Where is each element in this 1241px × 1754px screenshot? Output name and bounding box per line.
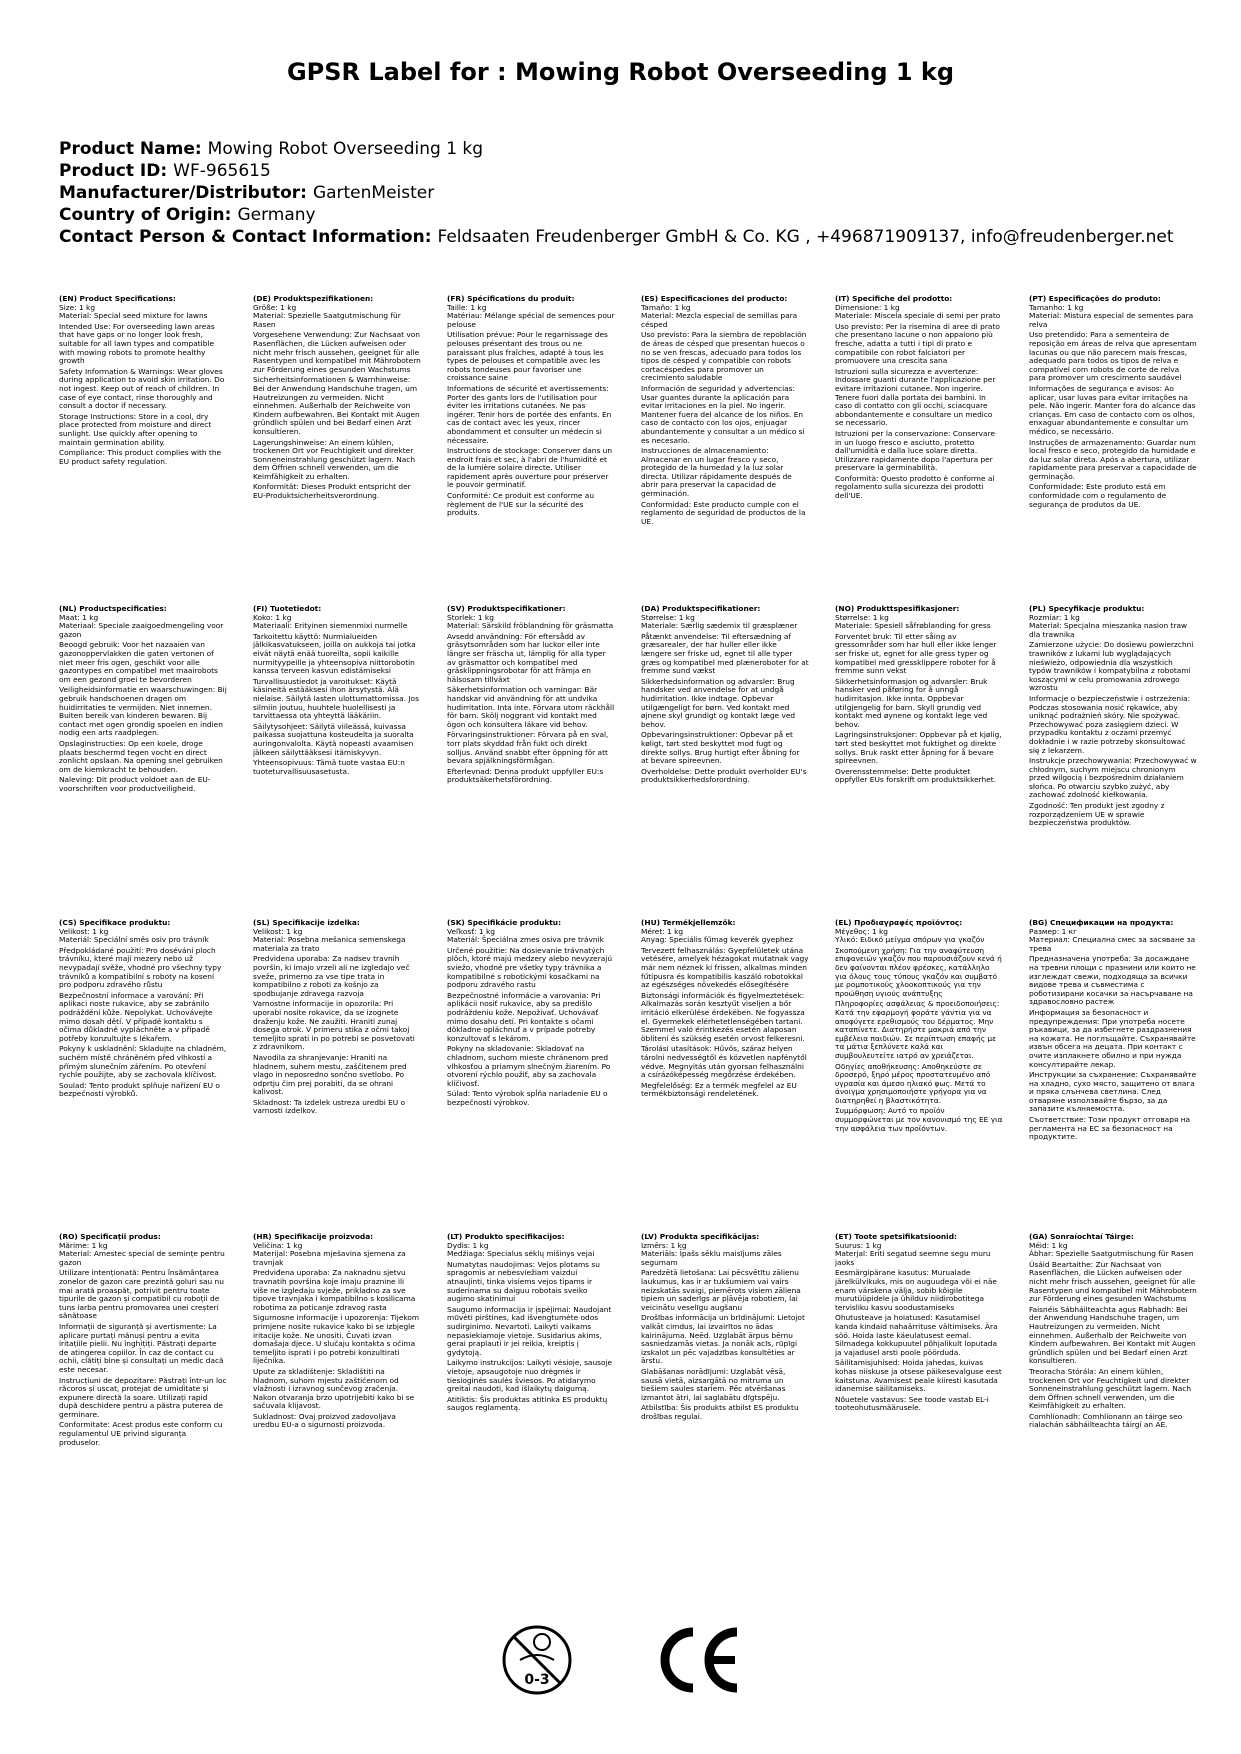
spec-heading: (EN) Product Specifications: <box>59 295 176 303</box>
spec-line: Informations de sécurité et avertissements: Porter des gants lors de l'utilisation pour éviter les irritations cutanées. Ne pas ingérer. Tenir hors de portée des enfants. En cas de contact avec les yeux, rincer abondamment et consulter un médecin si nécessaire. <box>447 383 612 445</box>
spec-line: Tárolási utasítások: Hűvös, száraz helyen tárolni nedvességtől és közvetlen napfénytől védve. Megnyitás után gyorsan felhasználni a csírázóképesség megőrzése érdekében. <box>641 1044 807 1080</box>
spec-line: Bezpečnostní informace a varování: Při aplikaci noste rukavice, aby se zabránilo podráždění kůže. Nepolykat. Uchovávejte mimo dosah dětí. V případě kontaktu s očima důkladně vypláchněte a v případě potřeby konzultujte s lékařem. <box>59 990 213 1043</box>
spec-line: Anyag: Speciális fűmag keverék gyephez <box>641 935 794 945</box>
spec-line: Material: Särskild fröblandning för gräsmatta <box>447 621 614 631</box>
spec-line: Velikost: 1 kg <box>253 926 303 936</box>
spec-line: Taille: 1 kg <box>447 302 487 312</box>
spec-block <box>835 919 1003 1233</box>
spec-grid <box>59 295 1199 1543</box>
spec-line: Μέγεθος: 1 kg <box>835 926 888 936</box>
spec-block <box>59 919 227 1233</box>
spec-block <box>641 1233 809 1543</box>
spec-heading: (NO) Produkttspesifikasjoner: <box>835 605 960 613</box>
spec-line: Mărime: 1 kg <box>59 1240 108 1250</box>
spec-line: Uso previsto: Para la siembra de repoblación de áreas de césped que presentan huecos o no se ven frescas, adecuado para todos los tipos de césped y compatible con robots cortacéspedes para promover un crecimiento saludable <box>641 330 807 383</box>
spec-line: Saugumo informacija ir įspėjimai: Naudojant mūvėti pirštines, kad išvengtumėte odos sudirginimo. Nevartoti. Laikyti vaikams nepasiekiamoje vietoje. Susidarius akims, gerai praplauti ir jei reikia, kreiptis į gydytoją. <box>447 1304 612 1357</box>
spec-block <box>59 295 227 605</box>
spec-line: Overensstemmelse: Dette produktet oppfyller EUs forskrift om produktsikkerhet. <box>835 766 997 785</box>
spec-block <box>835 295 1003 605</box>
spec-line: Istruzioni per la conservazione: Conservare in un luogo fresco e asciutto, protetto dall'umidità e dalla luce solare diretta. Utilizzare rapidamente dopo l'apertura per preservare la germinabilità. <box>835 428 996 473</box>
spec-line: Υλικό: Ειδικό μείγμα σπόρων για γκαζόν <box>835 935 985 945</box>
spec-line: Rozmiar: 1 kg <box>1029 612 1080 622</box>
age-warning-text: 0-3 <box>524 1672 550 1688</box>
spec-heading: (PT) Especificações do produto: <box>1029 295 1161 303</box>
spec-line: Opslaginstructies: Op een koele, droge plaats beschermd tegen vocht en direct zonlicht opslaan. Na opening snel gebruiken om de kiemkracht te behouden. <box>59 738 223 774</box>
contact-value: Feldsaaten Freudenberger GmbH & Co. KG , +496871909137, info@freudenberger.net <box>437 227 1174 247</box>
spec-line: Instrucțiuni de depozitare: Păstrați într-un loc răcoros și uscat, protejat de umiditate și expunere directă la soare. Utilizați rapid după deschidere pentru a păstra puterea de germinare. <box>59 1375 227 1419</box>
spec-line: Съответствие: Този продукт отговаря на регламента на ЕС за безопасност на продуктите. <box>1029 1115 1191 1142</box>
spec-line: Paredzētā lietošana: Lai pēcsvētītu zālienu laukumus, kas ir ar tukšumiem vai vairs neizskatās svaigi, piemērots visiem zāliena tipiem un saderīgs ar pļāvēja robotiem, lai veicinātu veselīgu augšanu <box>641 1268 801 1312</box>
spec-line: Drošības informācija un brīdinājumi: Lietojot valkāt cimdus, lai izvairītos no ādas kairinājuma. Neēd. Uzglabāt ārpus bērnu sasniedzamās vietas. Ja nonāk acīs, rūpīgi izskalot un pēc vajadzības konsultēties ar ārstu. <box>641 1313 805 1366</box>
spec-line: Safety Information & Warnings: Wear gloves during application to avoid skin irritation. Do not ingest. Keep out of reach of children. In case of eye contact, rinse thoroughly and consult a doctor if necessary. <box>59 366 225 411</box>
spec-line: Οδηγίες αποθήκευσης: Αποθηκεύστε σε δροσερό, ξηρό μέρος προστατευμένο από υγρασία και άμεσο ηλιακό φως. Μετά το άνοιγμα χρησιμοποιήστε γρήγορα για να διατηρηθεί η βλαστικότητα. <box>835 1061 991 1105</box>
spec-heading: (EL) Προδιαγραφές προϊόντος: <box>835 919 963 927</box>
spec-line: Material: Mezcla especial de semillas para césped <box>641 311 798 329</box>
spec-heading: (HU) Termékjellemzők: <box>641 919 736 927</box>
spec-line: Maat: 1 kg <box>59 612 99 622</box>
spec-heading: (FI) Tuotetiedot: <box>253 605 322 613</box>
contact-label: Contact Person & Contact Information: <box>59 227 432 247</box>
spec-heading: (HR) Specifikacije proizvoda: <box>253 1233 374 1241</box>
spec-line: Størrelse: 1 kg <box>835 612 889 622</box>
spec-line: Säilitamisjuhised: Hoida jahedas, kuivas kohas niiskuse ja otsese päikesevalguse eest kaitstuna. Avamisest peale kiiresti kasutada idanemise säilitamiseks. <box>835 1358 1002 1394</box>
spec-block <box>447 605 615 919</box>
spec-line: Säkerhetsinformation och varningar: Bär handskar vid användning för att undvika hudirritation. Inta inte. Förvara utom räckhåll för barn. Skölj noggrant vid kontakt med ögon och konsultera läkare vid behov. <box>447 685 615 729</box>
spec-line: Materiale: Spesiell såfrøblanding for gress <box>835 621 991 631</box>
spec-line: Pokyny na skladovanie: Skladovať na chladnom, suchom mieste chránenom pred vlhkosťou a priamym slnečným žiarením. Po otvorení rýchlo použiť, aby sa zachovala klíčivosť. <box>447 1044 611 1088</box>
spec-line: Méid: 1 kg <box>1029 1240 1068 1250</box>
spec-line: Συμμόρφωση: Αυτό το προϊόν συμμορφώνεται με τον κανονισμό της ΕΕ για την ασφάλεια των προϊόντων. <box>835 1106 1003 1133</box>
spec-heading: (BG) Спецификации на продукта: <box>1029 919 1174 927</box>
spec-block <box>641 295 809 605</box>
spec-line: Tarkoitettu käyttö: Nurmialueiden jälkikasvatukseen, joilla on aukkoja tai jotka eivät näytä enää tuoreilta, sopii kaikille nurmityypeille ja yhteensopiva niittorobotin kanssa terveen kasvun edistämiseksi <box>253 631 416 676</box>
spec-line: Glabāšanas norādījumi: Uzglabāt vēsā, sausā vietā, aizsargātā no mitruma un tiešiem saules stariem. Pēc atvēršanas izmantot ātri, lai saglabātu dīgtspēju. <box>641 1366 786 1402</box>
spec-line: Størrelse: 1 kg <box>641 612 695 622</box>
country-row <box>59 204 1199 226</box>
spec-line: Material: Special seed mixture for lawns <box>59 311 208 321</box>
product-id-value: WF-965615 <box>173 161 271 181</box>
spec-line: Sikkerhedsinformation og advarsler: Brug handsker ved anvendelse for at undgå hudirritation. Ikke indtage. Opbevar utilgængeligt for børn. Ved kontakt med øjnene skyl grundigt og kontakt læge ved behov. <box>641 676 796 729</box>
spec-line: Vorgesehene Verwendung: Zur Nachsaat von Rasenflächen, die Lücken aufweisen oder nicht mehr frisch aussehen, geeignet für alle Rasentypen und kompatibel mit Mährobotern zur Förderung eines gesunden Wachstums <box>253 330 421 374</box>
spec-block <box>59 1233 227 1543</box>
spec-block <box>835 1233 1003 1543</box>
spec-line: Πληροφορίες ασφάλειας & προειδοποιήσεις: Κατά την εφαρμογή φοράτε γάντια για να αποφύγετε ερεθισμούς του δέρματος. Μην καταπίνετε. Διατηρήστε μακριά από την εμβέλεια παιδιών. Σε περίπτωση επαφής με τα μάτια ξεπλύνετε καλά και συμβουλευτείτε ιατρό αν χρειάζεται. <box>835 999 1000 1060</box>
manufacturer-label: Manufacturer/Distributor: <box>59 183 307 203</box>
ce-mark-icon <box>655 1620 745 1700</box>
spec-line: Uso previsto: Per la risemina di aree di prato che presentano lacune o non appaiono più fresche, adatta a tutti i tipi di prato e compatibile con robot falciatori per promuovere una crescita sana <box>835 321 1000 366</box>
spec-heading: (DE) Produktspezifikationen: <box>253 295 374 303</box>
spec-line: Materiaal: Speciale zaaigoedmengeling voor gazon <box>59 621 224 639</box>
spec-line: Suurus: 1 kg <box>835 1240 882 1250</box>
spec-line: Predvidena uporaba: Za nadsev travnih površin, ki imajo vrzeli ali ne izgledajo več sveže, primerno za vse tipe trata in kompatibilno z roboti za košnjo za spodbujanje zdravega razvoja <box>253 954 410 998</box>
spec-line: Conformidade: Este produto está em conformidade com o regulamento de segurança de produtos da UE. <box>1029 482 1167 509</box>
spec-line: Izmērs: 1 kg <box>641 1240 687 1250</box>
spec-line: Sikkerhetsinformasjon og advarsler: Bruk hansker ved påføring for å unngå hudirritasjon. Ikke innta. Oppbevar utilgjengelig for barn. Skyll grundig ved kontakt med øynene og kontakt lege ved behov. <box>835 676 988 729</box>
spec-line: Uso pretendido: Para a sementeira de reposição em áreas de relva que apresentam lacunas ou que não parecem mais frescas, adequado para todos os tipos de relva e compatível com robots de corte de relva para promover um crescimento saudável <box>1029 330 1197 383</box>
spec-block <box>447 295 615 605</box>
spec-line: Materiaali: Erityinen siemenmixi nurmelle <box>253 621 408 631</box>
spec-heading: (LV) Produkta specifikācijas: <box>641 1233 760 1241</box>
spec-line: Materijal: Posebna mješavina sjemena za travnjak <box>253 1249 406 1267</box>
spec-line: Pokyny k uskladnění: Skladujte na chladném, suchém místě chráněném před vlhkostí a přímým slunečním zářením. Po otevření rychle použijte, aby se zachovala klíčivost. <box>59 1044 227 1080</box>
spec-line: Información de seguridad y advertencias: Usar guantes durante la aplicación para evitar irritaciones en la piel. No ingerir. Mantener fuera del alcance de los niños. En caso de contacto con los ojos, enjuagar abundantemente y consultar a un médico si es necesario. <box>641 383 805 445</box>
spec-line: Naleving: Dit product voldoet aan de EU-voorschriften voor productveiligheid. <box>59 775 211 793</box>
spec-line: Koko: 1 kg <box>253 612 292 622</box>
spec-line: Instructions de stockage: Conserver dans un endroit frais et sec, à l'abri de l'humidité et de la lumière solaire directe. Utiliser rapidement après ouverture pour préserver le pouvoir germinatif. <box>447 446 613 490</box>
spec-line: Atbilstība: Šis produkts atbilst ES produktu drošības regulai. <box>641 1403 799 1421</box>
spec-line: Veiligheidsinformatie en waarschuwingen: Bij gebruik handschoenen dragen om huidirritaties te vermijden. Niet innemen. Buiten bereik van kinderen bewaren. Bij contact met ogen grondig spoelen en indien nodig een arts raadplegen. <box>59 685 227 738</box>
spec-line: Material: Mistura especial de sementes para relva <box>1029 311 1194 329</box>
product-info <box>59 138 1199 248</box>
spec-line: Zamierzone użycie: Do dosiewu powierzchni trawników z lukami lub wyglądających nieświeżo, odpowiednia dla wszystkich typów trawników i kompatybilna z robotami koszącymi w celu promowania zdrowego wzrostu <box>1029 640 1194 693</box>
spec-line: Atitiktis: Šis produktas atitinka ES produktų saugos reglamentą. <box>447 1394 608 1413</box>
spec-block <box>447 919 615 1233</box>
spec-line: Dydis: 1 kg <box>447 1240 489 1250</box>
spec-line: Sukladnost: Ovaj proizvod zadovoljava uredbu EU-a o sigurnosti proizvoda. <box>253 1411 396 1430</box>
spec-line: Material: Spezielle Saatgutmischung für Rasen <box>253 311 401 329</box>
spec-block <box>447 1233 615 1543</box>
spec-line: Určené použitie: Na dosievanie trávnatých plôch, ktoré majú medzery alebo nevyzerajú sviežo, vhodné pre všetky typy trávnika a kompatibilné s robotickými kosačkami na podporu zdravého rastu <box>447 945 613 990</box>
country-label: Country of Origin: <box>59 205 232 225</box>
spec-line: Förvaringsinstruktioner: Förvara på en sval, torr plats skyddad från fukt och direkt solljus. Använd snabbt efter öppning för att bevara spjälkningsförmågan. <box>447 730 609 766</box>
spec-line: Laikymo instrukcijos: Laikyti vėsioje, sausoje vietoje, apsaugotoje nuo drėgmės ir tiesioginės saulės šviesos. Po atidarymo greitai naudoti, kad išlaikytų daigumą. <box>447 1358 613 1394</box>
manufacturer-row <box>59 182 1199 204</box>
spec-line: Instrucciones de almacenamiento: Almacenar en un lugar fresco y seco, protegido de la humedad y la luz solar directa. Utilizar rápidamente después de abrir para preservar la capacidad de germinación. <box>641 446 792 499</box>
spec-line: Size: 1 kg <box>59 302 96 312</box>
spec-line: Yhteensopivuus: Tämä tuote vastaa EU:n tuoteturvallisuusasetusta. <box>253 758 405 776</box>
spec-line: Storlek: 1 kg <box>447 612 494 622</box>
spec-line: Informații de siguranță și avertismente: La aplicare purtați mănuși pentru a evita iritațiile pielii. Nu înghițiți. Păstrați departe de atingerea copiilor. În caz de contact cu ochii, clătiți bine și consultați un medic dacă este necesar. <box>59 1321 224 1374</box>
spec-line: Ohutusteave ja hoiatused: Kasutamisel kanda kindaid nahaärrituse vältimiseks. Ära söö. Hoida laste käeulatusest eemal. Silmadega kokkupuutel põhjalikult loputada ja vajadusel arsti poole pöörduda. <box>835 1313 998 1357</box>
spec-line: Материал: Специална смес за засяване за трева <box>1029 935 1196 953</box>
spec-line: Utilisation prévue: Pour le regarnissage des pelouses présentant des trous ou ne paraissant plus fraîches, adapté à tous les types de pelouses et compatible avec les robots tondeuses pour favoriser une croissance saine <box>447 330 608 383</box>
spec-line: Medžiaga: Specialus sėklų mišinys vejai <box>447 1249 595 1259</box>
spec-line: Tamaño: 1 kg <box>641 302 691 312</box>
contact-row <box>59 226 1199 248</box>
manufacturer-value: GartenMeister <box>312 183 435 203</box>
spec-heading: (CS) Specifikace produktu: <box>59 919 171 927</box>
spec-heading: (SK) Špecifikácie produktu: <box>447 919 562 927</box>
spec-line: Efterlevnad: Denna produkt uppfyller EU:s produktsäkerhetsförordning. <box>447 766 604 785</box>
spec-heading: (SV) Produktspecifikationer: <box>447 605 566 613</box>
spec-line: Lagerungshinweise: An einem kühlen, trockenen Ort vor Feuchtigkeit und direkter Sonneneinstrahlung geschützt lagern. Nach dem Öffnen schnell verwenden, um die Keimfähigkeit zu erhalten. <box>253 437 416 481</box>
spec-line: Turvallisuustiedot ja varoitukset: Käytä käsineitä estääksesi ihon ärsytystä. Älä nielaise. Säilytä lasten ulottumattomissa. Jos silmiin joutuu, huuhtele huolellisesti ja tarvittaessa ota yhteyttä lääkäriin. <box>253 676 419 721</box>
spec-line: Σκοπούμενη χρήση: Για την αναφύτευση επιφανειών γκαζόν που παρουσιάζουν κενά ή δεν φαίνονται πλέον φρέσκες, κατάλληλο για όλους τους τύπους γκαζόν και συμβατό με ρομποτικούς χλοοκοπτικούς για την προώθηση υγιούς ανάπτυξης <box>835 945 1002 998</box>
spec-heading: (RO) Specificații produs: <box>59 1233 161 1241</box>
spec-line: Upute za skladištenje: Skladištiti na hladnom, suhom mjestu zaštićenom od vlažnosti i izravnog sunčevog zračenja. Nakon otvaranja brzo upotrijebiti kako bi se sačuvala klijavost. <box>253 1366 415 1411</box>
spec-line: Material: Amestec special de semințe pentru gazon <box>59 1249 225 1267</box>
product-id-label: Product ID: <box>59 161 168 181</box>
spec-line: Materiál: Špeciálna zmes osiva pre trávnik <box>447 935 604 945</box>
spec-line: Megfelelőség: Ez a termék megfelel az EU termékbiztonsági rendeletének. <box>641 1080 797 1099</box>
spec-line: Инструкции за съхранение: Съхранявайте на хладно, сухо място, защитено от влага и пряка слънчева светлина. След отваряне използвайте бързо, за да запазите кълняемостта. <box>1029 1070 1197 1114</box>
spec-heading: (SL) Specifikacije izdelka: <box>253 919 360 927</box>
spec-line: Overholdelse: Dette produkt overholder EU's produktsikkerhedsforordning. <box>641 766 807 785</box>
spec-line: Conformitate: Acest produs este conform cu regulamentul UE privind siguranța produselor. <box>59 1420 223 1447</box>
spec-heading: (DA) Produktspecifikationer: <box>641 605 761 613</box>
spec-line: Materiale: Særlig sædemix til græsplæner <box>641 621 798 631</box>
spec-block <box>1029 1233 1197 1543</box>
spec-line: Opbevaringsinstruktioner: Opbevar på et køligt, tørt sted beskyttet mod fugt og direkte sollys. Brug hurtigt efter åbning for at bevare spireevnen. <box>641 730 800 766</box>
spec-line: Storage Instructions: Store in a cool, dry place protected from moisture and direct sunlight. Use quickly after opening to maintain germination ability. <box>59 411 212 447</box>
spec-line: Sicherheitsinformationen & Warnhinweise: Bei der Anwendung Handschuhe tragen, um Hautreizungen zu vermeiden. Nicht einnehmen. Außerhalb der Reichweite von Kindern aufbewahren. Bei Kontakt mit Augen gründlich spülen und bei Bedarf einen Arzt konsultieren. <box>253 375 420 436</box>
spec-line: Comhlíonadh: Comhlíonann an táirge seo rialachán sábháilteachta táirgí an AE. <box>1029 1411 1183 1430</box>
spec-line: Veľkosť: 1 kg <box>447 926 495 936</box>
product-id-row <box>59 160 1199 182</box>
spec-line: Ábhar: Spezielle Saatgutmischung für Rasen <box>1029 1249 1194 1259</box>
spec-heading: (IT) Specifiche del prodotto: <box>835 295 953 303</box>
spec-line: Zgodność: Ten produkt jest zgodny z rozporządzeniem UE w sprawie bezpieczeństwa produktów. <box>1029 801 1165 828</box>
spec-line: Conformità: Questo prodotto è conforme al regolamento sulla sicurezza dei prodotti dell'UE. <box>835 473 995 501</box>
spec-line: Material: Posebna mešanica semenskega materiala za trato <box>253 935 406 953</box>
spec-line: Matériau: Mélange spécial de semences pour pelouse <box>447 311 615 329</box>
spec-line: Súlad: Tento výrobok spĺňa nariadenie EU o bezpečnosti výrobkov. <box>447 1089 608 1107</box>
spec-line: Информация за безопасност и предупреждения: При употреба носете ръкавици, за да избегнете раздразнения на кожата. Не поглъщайте. Съхранявайте извън обсега на децата. При контакт с очите изплакнете обилно и при нужда консултирайте лекар. <box>1029 1007 1196 1069</box>
spec-heading: (PL) Specyfikacje produktu: <box>1029 605 1145 613</box>
spec-line: Materiāls: Īpašs sēklu maisījums zāles segumam <box>641 1249 782 1267</box>
spec-line: Treoracha Stórála: An einem kühlen, trockenen Ort vor Feuchtigkeit und direkter Sonneneinstrahlung geschützt lagern. Nach dem Öffnen schnell verwenden, um die Keimfähigkeit zu erhalten. <box>1029 1366 1192 1411</box>
spec-line: Istruzioni sulla sicurezza e avvertenze: Indossare guanti durante l'applicazione per evitare irritazioni cutanee. Non ingerire. Tenere fuori dalla portata dei bambini. In caso di contatto con gli occhi, sciacquare abbondantemente e consultare un medico se necessario. <box>835 366 996 428</box>
spec-line: Lagringsinstruksjoner: Oppbevar på et kjølig, tørt sted beskyttet mot fuktighet og direkte sollys. Bruk raskt etter åpning for å bevare spireevnen. <box>835 730 1002 766</box>
spec-heading: (GA) Sonraíochtaí Táirge: <box>1029 1233 1134 1241</box>
spec-heading: (NL) Productspecificaties: <box>59 605 167 613</box>
spec-line: Tervezett felhasználás: Gyepfelületek utána vetésére, amelyek hézagokat mutatnak vagy már nem néznek ki frissen, alkalmas minden fűtípusra és kompatibilis kaszáló robotokkal az egészséges növekedés elősegítésére <box>641 945 809 990</box>
spec-line: Säilytysohjeet: Säilytä viileässä, kuivassa paikassa suojattuna kosteudelta ja suoralta auringonvalolta. Käytä nopeasti avaamisen jälkeen säilyttääksesi itämiskyvyn. <box>253 721 414 757</box>
spec-heading: (ET) Toote spetsifikatsioonid: <box>835 1233 957 1241</box>
spec-line: Materiale: Miscela speciale di semi per prato <box>835 311 1001 321</box>
spec-line: Conformidad: Este producto cumple con el reglamento de seguridad de productos de la UE. <box>641 499 806 526</box>
spec-line: Materjal: Eriti segatud seemne segu muru jaoks <box>835 1249 991 1267</box>
spec-block <box>641 605 809 919</box>
spec-block <box>253 295 421 605</box>
spec-line: Avsedd användning: För eftersådd av gräsytsområden som har luckor eller inte längre ser fräscha ut, lämplig för alla typer av gräsmattor och kompatibel med gräsklippningsrobotar för att främja en hälsosam tillväxt <box>447 631 606 684</box>
spec-line: Bezpečnostné informácie a varovania: Pri aplikácii nosiť rukavice, aby sa predišlo podráždeniu kože. Nepožívať. Uchovávať mimo dosahu detí. Pri kontakte s očami dôkladne opláchnuť a v prípade potreby konzultovať s lekárom. <box>447 990 601 1043</box>
spec-line: Materiál: Speciální směs osiv pro trávník <box>59 935 209 945</box>
page-title: GPSR Label for : Mowing Robot Overseeding 1 kg <box>286 58 955 86</box>
spec-line: Informacje o bezpieczeństwie i ostrzeżenia: Podczas stosowania nosić rękawice, aby uniknąć podrażnień skóry. Nie spożywać. Przechowywać poza zasięgiem dzieci. W przypadku kontaktu z oczami przemyć dokładnie i w razie potrzeby skonsultować się z lekarzem. <box>1029 693 1191 755</box>
spec-block <box>1029 295 1197 605</box>
spec-line: Utilizare intenționată: Pentru însămânțarea zonelor de gazon care prezintă goluri sau nu mai arată proaspăt, potrivit pentru toate tipurile de gazon și compatibil cu roboții de tuns iarba pentru promovarea unei creșteri sănătoase <box>59 1268 224 1321</box>
spec-line: Předpokládané použití: Pro dosévání ploch trávníku, které mají mezery nebo už nevypadají svěže, vhodné pro všechny typy trávníků a kompatibilní s roboty na kosení pro podporu zdravého růstu <box>59 945 222 990</box>
spec-line: Materiał: Specjalna mieszanka nasion traw dla trawnika <box>1029 621 1188 639</box>
spec-line: Soulad: Tento produkt splňuje nařízení EU o bezpečnosti výrobků. <box>59 1080 220 1099</box>
product-name-value: Mowing Robot Overseeding 1 kg <box>207 139 484 159</box>
spec-block <box>253 1233 421 1543</box>
product-name-row <box>59 138 1199 160</box>
spec-heading: (FR) Spécifications du produit: <box>447 295 575 303</box>
spec-line: Sigurnosne informacije i upozorenja: Tijekom primjene nosite rukavice kako bi se izbjegle iritacije kože. Ne unositi. Čuvati izvan domašaja djece. U slučaju kontakta s očima temeljito isprati i po potrebi konzultirati liječnika. <box>253 1313 420 1366</box>
spec-block <box>641 919 809 1233</box>
spec-line: Beoogd gebruik: Voor het nazaaien van gazonoppervlakken die gaten vertonen of niet meer fris ogen, geschikt voor alle gazontypes en compatibel met maairobots om een gezond groei te bevorderen <box>59 640 218 684</box>
icon-row <box>0 1610 1241 1720</box>
spec-line: Dimensione: 1 kg <box>835 302 900 312</box>
spec-line: Размер: 1 кг <box>1029 926 1077 936</box>
spec-block <box>253 605 421 919</box>
country-value: Germany <box>237 205 316 225</box>
spec-line: Instruções de armazenamento: Guardar num local fresco e seco, protegido da humidade e da luz solar direta. Após a abertura, utilizar rapidamente para preservar a capacidade de germinação. <box>1029 437 1197 481</box>
spec-line: Größe: 1 kg <box>253 302 297 312</box>
spec-line: Intended Use: For overseeding lawn areas that have gaps or no longer look fresh, suitable for all lawn types and compatible with mowing robots to promote healthy growth <box>59 321 215 366</box>
spec-line: Conformité: Ce produit est conforme au règlement de l'UE sur la sécurité des produits. <box>447 491 595 518</box>
spec-line: Предназначена употреба: За досаждане на тревни площи с празнини или които не изглеждат свежи, подходяща за всички видове трева и съвместима с роботизирани косачки за насърчаване на здравословно растеж <box>1029 954 1196 1007</box>
age-warning-icon <box>500 1610 574 1710</box>
spec-block <box>1029 605 1197 919</box>
spec-line: Méret: 1 kg <box>641 926 684 936</box>
spec-line: Faisnéis Sábháilteachta agus Rabhadh: Bei der Anwendung Handschuhe tragen, um Hautreizungen zu vermeiden. Nicht einnehmen. Außerhalb der Reichweite von Kindern aufbewahren. Bei Kontakt mit Augen gründlich spülen und bei Bedarf einen Arzt konsultieren. <box>1029 1304 1196 1366</box>
spec-line: Konformität: Dieses Produkt entspricht der EU-Produktsicherheitsverordnung. <box>253 482 411 501</box>
spec-line: Numatytas naudojimas: Vejos plotams su spragomis ar nebesviežiam vaizdui atnaujinti, tinka visiems vejos tipams ir suderinama su daiguu robotais sveiko augimo skatinimui <box>447 1259 600 1304</box>
spec-line: Påtænkt anvendelse: Til eftersædning af græsarealer, der har huller eller ikke længere ser friske ud, egnet til alle typer græs og kompatibel med plæneroboter for at fremme sund vækst <box>641 631 809 676</box>
spec-line: Biztonsági információk és figyelmeztetések: Alkalmazás során kesztyűt viseljen a bőr irritáció elkerülése érdekében. Ne fogyassza el. Gyermekek elérhetetlenségében tartani. Szemmel való érintkezés esetén alaposan öblítení és szükség esetén orvost felkeresni. <box>641 990 805 1043</box>
spec-line: Informações de segurança e avisos: Ao aplicar, usar luvas para evitar irritações na pele. Não ingerir. Manter fora do alcance das crianças. Em caso de contacto com os olhos, enxaguar abundantemente e consultar um médico, se necessário. <box>1029 383 1196 436</box>
spec-line: Úsáid Beartaithe: Zur Nachsaat von Rasenflächen, die Lücken aufweisen oder nicht mehr frisch aussehen, geeignet für alle Rasentypen und kompatibel mit Mährobotern zur Förderung eines gesunden Wachstums <box>1029 1259 1197 1304</box>
product-name-label: Product Name: <box>59 139 202 159</box>
spec-line: Predviđena uporaba: Za naknadnu sjetvu travnatih površina koje imaju praznine ili više ne izgledaju svježe, prikladno za sve tipove travnjaka i kompatibilno s kosilicama robotima za poticanje zdravog rasta <box>253 1268 416 1312</box>
spec-line: Skladnost: Ta izdelek ustreza uredbi EU o varnosti izdelkov. <box>253 1097 406 1116</box>
spec-line: Eesmärgipärane kasutus: Murualade järelkülvikuks, mis on auguudega või ei näe enam värskena välja, sobib kõigile murutüüpidele ja ühilduv niidirobotitega tervisliku kasvu soodustamiseks <box>835 1268 997 1312</box>
spec-block <box>253 919 421 1233</box>
spec-heading: (LT) Produkto specifikacijos: <box>447 1233 565 1241</box>
spec-line: Navodila za shranjevanje: Hraniti na hladnem, suhem mestu, zaščitenem pred vlago in neposredno sončno svetlobo. Po odprtju čim prej porabiti, da se ohrani kalivost. <box>253 1052 407 1097</box>
spec-line: Velikost: 1 kg <box>59 926 109 936</box>
spec-block <box>835 605 1003 919</box>
spec-line: Tamanho: 1 kg <box>1029 302 1084 312</box>
spec-line: Veličina: 1 kg <box>253 1240 303 1250</box>
spec-line: Nõuetele vastavus: See toode vastab EL-i tooteohutusmäärusele. <box>835 1394 989 1413</box>
spec-line: Forventet bruk: Til etter såing av gressområder som har hull eller ikke lenger ser friske ut, egnet for alle gress typer og kompatibel med gressklippere roboter for å fremme sunn vekst <box>835 631 997 676</box>
spec-block <box>59 605 227 919</box>
spec-block <box>1029 919 1197 1233</box>
spec-line: Compliance: This product complies with the EU product safety regulation. <box>59 448 222 466</box>
spec-line: Instrukcje przechowywania: Przechowywać w chłodnym, suchym miejscu chronionym przed wilgocią i bezpośrednim działaniem słońca. Po otwarciu szybko zużyć, aby zachować zdolność kiełkowania. <box>1029 756 1197 800</box>
spec-line: Varnostne informacije in opozorila: Pri uporabi nosite rokavice, da se izognete draženju kože. Ne zaužiti. Hraniti zunaj dosega otrok. V primeru stika z očmi takoj temeljito sprati in po potrebi se posvetovati z zdravnikom. <box>253 999 415 1052</box>
spec-heading: (ES) Especificaciones del producto: <box>641 295 788 303</box>
